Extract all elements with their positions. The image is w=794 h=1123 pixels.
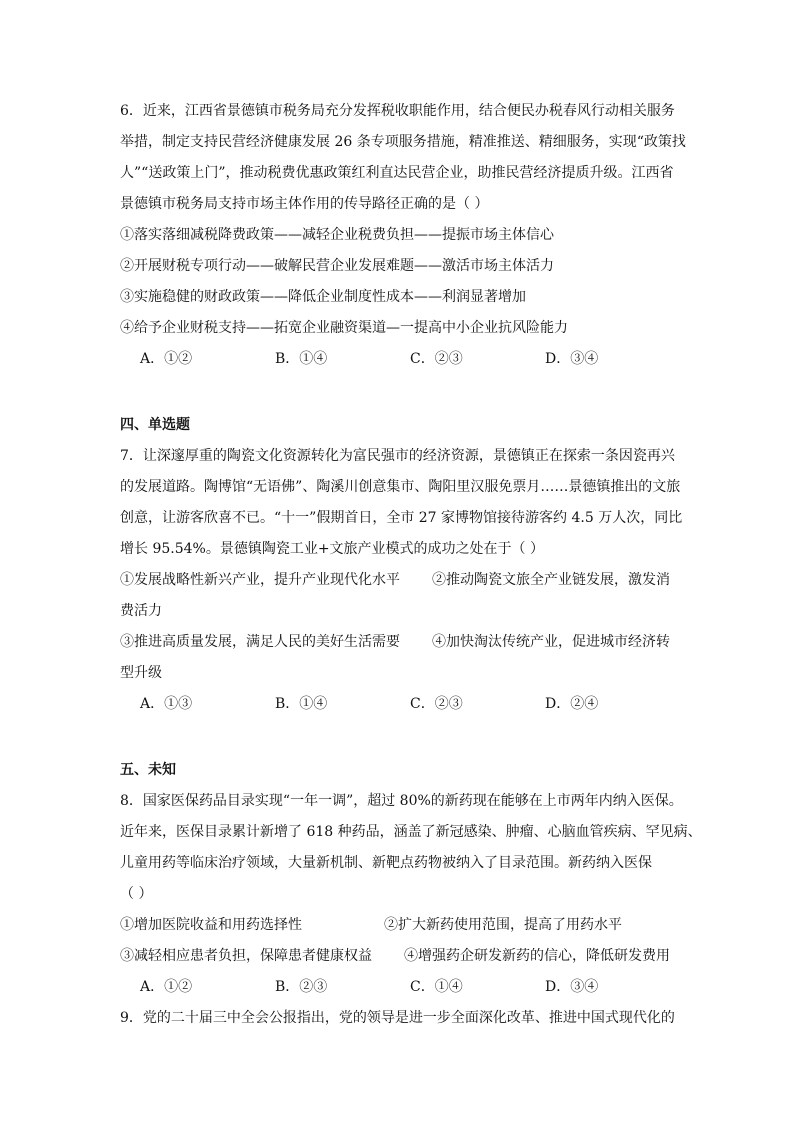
q7-item-1: ①发展战略性新兴产业，提升产业现代化水平 bbox=[120, 572, 400, 588]
q7-item-2: ②推动陶瓷文旅全产业链发展，激发消 bbox=[432, 572, 670, 588]
q6-options bbox=[120, 344, 680, 375]
q8-stem-line-1: 8．国家医保药品目录实现“一年一调”，超过 80%的新药现在能够在上市两年内纳入医保。 bbox=[120, 793, 683, 809]
q6-item-4: ④给予企业财税支持——拓宽企业融资渠道—一提高中小企业抗风险能力 bbox=[120, 320, 568, 336]
q8-item-4: ④增强药企研发新药的信心，降低研发费用 bbox=[404, 948, 670, 964]
q8-option-c[interactable]: C．①④ bbox=[410, 979, 463, 995]
q8-option-d[interactable]: D．③④ bbox=[545, 979, 599, 995]
q7-stem-line-4: 增长 95.54%。景德镇陶瓷工业+文旅产业模式的成功之处在于（ ） bbox=[120, 541, 545, 557]
q8-item-2: ②扩大新药使用范围，提高了用药水平 bbox=[384, 917, 622, 933]
q6-option-d[interactable]: D．③④ bbox=[545, 351, 599, 367]
q7-option-c[interactable]: C．②③ bbox=[410, 696, 463, 712]
q8-item-3: ③减轻相应患者负担，保障患者健康权益 bbox=[120, 948, 372, 964]
question-9 bbox=[120, 1003, 680, 1034]
q6-stem-line-1: 6．近来，江西省景德镇市税务局充分发挥税收职能作用，结合便民办税春风行动相关服务 bbox=[120, 103, 675, 119]
q7-items-row-1 bbox=[120, 565, 680, 596]
q6-stem-line-3: 人”“送政策上门”，推动税费优惠政策红利直达民营企业，助推民营经济提质升级。江西省 bbox=[120, 165, 674, 181]
spacer bbox=[120, 720, 680, 755]
question-7 bbox=[120, 441, 683, 720]
q7-item-4: ④加快淘汰传统产业，促进城市经济转 bbox=[432, 634, 670, 650]
q8-options bbox=[120, 972, 680, 1003]
q9-stem-line-1: 9．党的二十届三中全会公报指出，党的领导是进一步全面深化改革、推进中国式现代化的 bbox=[120, 1010, 675, 1026]
q6-option-c[interactable]: C．②③ bbox=[410, 351, 463, 367]
question-6 bbox=[120, 96, 686, 375]
q8-stem-line-2: 近年来，医保目录累计新增了 618 种药品，涵盖了新冠感染、肿瘤、心脑血管疾病、罕见病、 bbox=[120, 824, 702, 840]
q7-stem-line-1: 7．让深邃厚重的陶瓷文化资源转化为富民强市的经济资源，景德镇正在探索一条因瓷再兴 bbox=[120, 448, 675, 464]
question-8 bbox=[120, 786, 702, 1003]
section-heading-5: 五、未知 bbox=[120, 762, 176, 778]
q6-option-a[interactable]: A．①② bbox=[140, 351, 193, 367]
q7-items-row-2 bbox=[120, 627, 680, 658]
q7-option-d[interactable]: D．②④ bbox=[545, 696, 599, 712]
q6-item-2: ②开展财税专项行动——破解民营企业发展难题——激活市场主体活力 bbox=[120, 258, 554, 274]
q6-item-3: ③实施稳健的财政政策——降低企业制度性成本——利润显著增加 bbox=[120, 289, 526, 305]
q8-option-a[interactable]: A．①② bbox=[140, 979, 193, 995]
q7-item-2-cont: 费活力 bbox=[120, 603, 162, 619]
q8-stem-line-4: （ ） bbox=[120, 886, 153, 902]
q6-item-1: ①落实落细减税降费政策——减轻企业税费负担——提振市场主体信心 bbox=[120, 227, 554, 243]
q7-option-a[interactable]: A．①③ bbox=[140, 696, 193, 712]
spacer bbox=[120, 375, 680, 410]
document-page bbox=[120, 96, 702, 1034]
q8-item-1: ①增加医院收益和用药选择性 bbox=[120, 917, 302, 933]
q7-stem-line-2: 的发展道路。陶博馆“无语佛”、陶溪川创意集市、陶阳里汉服免票月……景德镇推出的文旅 bbox=[120, 479, 681, 495]
q8-items-row-2 bbox=[120, 941, 680, 972]
q6-option-b[interactable]: B．①④ bbox=[275, 351, 328, 367]
q7-options bbox=[120, 689, 680, 720]
q8-stem-line-3: 儿童用药等临床治疗领域，大量新机制、新靶点药物被纳入了目录范围。新药纳入医保 bbox=[120, 855, 652, 871]
q8-items-row-1 bbox=[120, 910, 680, 941]
section-heading-4: 四、单选题 bbox=[120, 417, 190, 433]
q8-option-b[interactable]: B．②③ bbox=[275, 979, 328, 995]
q7-item-4-cont: 型升级 bbox=[120, 665, 162, 681]
q6-stem-line-4: 景德镇市税务局支持市场主体作用的传导路径正确的是（ ） bbox=[120, 196, 489, 212]
q7-item-3: ③推进高质量发展，满足人民的美好生活需要 bbox=[120, 634, 400, 650]
q6-stem-line-2: 举措，制定支持民营经济健康发展 26 条专项服务措施，精准推送、精细服务，实现“政策找 bbox=[120, 134, 686, 150]
q7-option-b[interactable]: B．①④ bbox=[275, 696, 328, 712]
q7-stem-line-3: 创意，让游客欣喜不已。“十一”假期首日，全市 27 家博物馆接待游客约 4.5 万人次，同比 bbox=[120, 510, 683, 526]
